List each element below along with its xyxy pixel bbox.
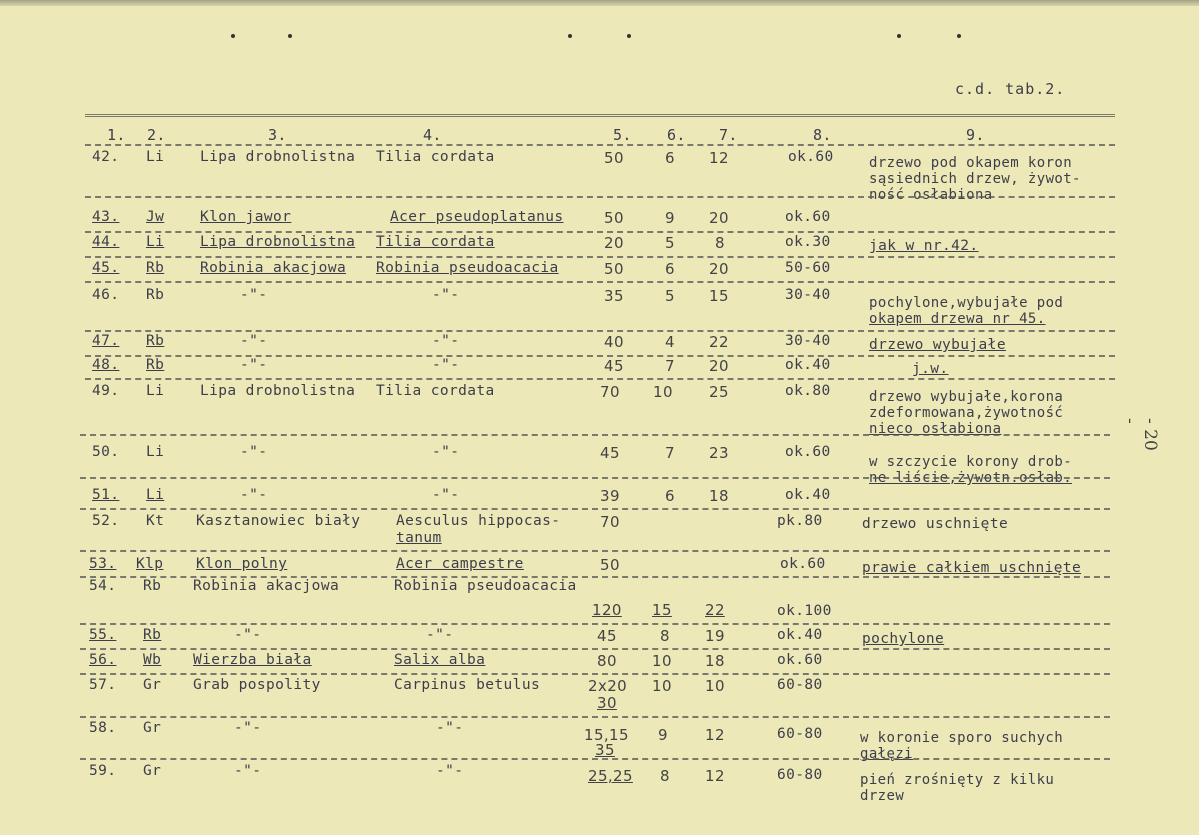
column-header: 2. <box>147 126 166 144</box>
col8-value: 60-80 <box>777 677 823 693</box>
notes: jak w nr.42. <box>869 238 979 254</box>
col6-value: 6 <box>665 487 675 505</box>
latin-name: Robinia pseudoacacia <box>394 578 577 594</box>
polish-name: Lipa drobnolistna <box>200 149 356 165</box>
col5-value: 80 <box>597 652 617 670</box>
note-line: w koronie sporo suchych <box>860 730 1064 746</box>
species-code: Gr <box>143 677 162 693</box>
table-row <box>0 720 1199 762</box>
col8-value: 30-40 <box>785 287 831 303</box>
notes <box>860 772 1054 804</box>
notes: pochylone <box>862 631 945 647</box>
punch-dot <box>897 34 901 38</box>
col7-value: 20 <box>709 209 729 227</box>
table-row <box>0 260 1199 282</box>
col5-value: 45 <box>597 627 617 645</box>
latin-name: Tilia cordata <box>376 149 495 165</box>
species-code: Kt <box>146 513 165 529</box>
polish-name: -"- <box>234 627 262 643</box>
table-row <box>0 287 1199 327</box>
column-header: 5. <box>613 126 632 144</box>
note-line: okapem drzewa nr 45. <box>869 311 1046 327</box>
species-code: Li <box>146 234 165 250</box>
col5-value: 70 <box>600 383 620 401</box>
col5-value: 50 <box>604 149 624 167</box>
table-row <box>0 234 1199 256</box>
col7-value: 8 <box>715 234 725 252</box>
row-number: 54. <box>89 578 117 594</box>
col8-value: 60-80 <box>777 767 823 783</box>
row-rule <box>85 330 1115 332</box>
row-rule <box>80 648 1110 650</box>
col8-value: 30-40 <box>785 333 831 349</box>
row-number: 48. <box>92 357 120 373</box>
column-header: 7. <box>719 126 738 144</box>
table-row <box>0 487 1199 509</box>
row-number: 51. <box>92 487 120 503</box>
row-rule <box>85 196 1115 198</box>
polish-name: -"- <box>240 357 268 373</box>
col5-value: 39 <box>600 487 620 505</box>
polish-name: Wierzba biała <box>193 652 312 668</box>
column-header: 1. <box>107 126 126 144</box>
row-number: 49. <box>92 383 120 399</box>
col8-value: ok.60 <box>785 209 831 225</box>
polish-name: Robinia akacjowa <box>193 578 340 594</box>
notes <box>869 295 1063 327</box>
col7-value: 15 <box>709 287 729 305</box>
col6-value: 8 <box>660 767 670 785</box>
note-line: zdeformowana,żywotność <box>869 405 1064 421</box>
row-rule <box>80 477 1110 479</box>
notes: drzewo wybujałe <box>869 337 1006 353</box>
col6-value: 10 <box>652 677 672 695</box>
row-rule <box>80 550 1110 552</box>
punch-dot <box>288 34 292 38</box>
punch-dot <box>231 34 235 38</box>
punch-dot <box>568 34 572 38</box>
col6-value: 10 <box>653 383 673 401</box>
col5-value: 50 <box>604 260 624 278</box>
col5-value: 70 <box>600 513 620 531</box>
col6-value: 8 <box>660 627 670 645</box>
notes: drzewo uschnięte <box>862 516 1009 532</box>
note-line: pochylone,wybujałe pod <box>869 295 1064 311</box>
table-row <box>0 149 1199 203</box>
note-line: ność osłabiona <box>869 187 993 203</box>
table-row <box>0 652 1199 674</box>
row-number: 44. <box>92 234 120 250</box>
polish-name: -"- <box>234 720 262 736</box>
col6-value: 7 <box>665 444 675 462</box>
row-number: 59. <box>89 763 117 779</box>
latin-name: -"- <box>436 763 464 779</box>
row-rule <box>85 256 1115 258</box>
page-number: - 20 - <box>1120 418 1160 451</box>
notes: prawie całkiem uschnięte <box>862 560 1082 576</box>
polish-name: Kasztanowiec biały <box>196 513 361 529</box>
table-row <box>0 209 1199 231</box>
col8-value: ok.60 <box>785 444 831 460</box>
species-code: Gr <box>143 720 162 736</box>
col5-value: 50 <box>600 556 620 574</box>
species-code: Rb <box>146 333 165 349</box>
row-number: 42. <box>92 149 120 165</box>
row-number: 50. <box>92 444 120 460</box>
col5-value: 35 <box>604 287 624 305</box>
col8-value: ok.60 <box>788 149 834 165</box>
latin-name: Aesculus hippocas- <box>396 513 561 529</box>
col7-value: 20 <box>709 357 729 375</box>
table-row <box>0 357 1199 379</box>
note-line: gałęzi <box>860 746 913 762</box>
col8-value: 60-80 <box>777 726 823 742</box>
col8-value: ok.100 <box>777 603 832 619</box>
col5-value: 45 <box>600 444 620 462</box>
table-row <box>0 763 1199 804</box>
col6-value: 10 <box>652 652 672 670</box>
species-code: Li <box>146 149 165 165</box>
species-code: Jw <box>146 209 165 225</box>
col7-value: 12 <box>705 726 725 744</box>
polish-name: -"- <box>240 333 268 349</box>
col5-value: 40 <box>604 333 624 351</box>
latin-name: -"- <box>436 720 464 736</box>
species-code: Gr <box>143 763 162 779</box>
col7-value: 10 <box>705 677 725 695</box>
notes <box>869 389 1063 437</box>
col8-value: ok.60 <box>777 652 823 668</box>
col7-value: 20 <box>709 260 729 278</box>
row-number: 57. <box>89 677 117 693</box>
latin-name: Robinia pseudoacacia <box>376 260 559 276</box>
note-line: drzew <box>860 788 905 804</box>
species-code: Wb <box>143 652 162 668</box>
latin-name: -"- <box>426 627 454 643</box>
table-row <box>0 444 1199 486</box>
col5-value-second: 35 <box>595 741 615 759</box>
species-code: Klp <box>136 556 164 572</box>
species-code: Rb <box>143 627 162 643</box>
latin-name: Acer pseudoplatanus <box>390 209 564 225</box>
row-rule <box>80 673 1110 675</box>
species-code: Rb <box>143 578 162 594</box>
col6-value: 4 <box>665 333 675 351</box>
row-number: 58. <box>89 720 117 736</box>
row-rule <box>80 758 1110 760</box>
row-number: 45. <box>92 260 120 276</box>
col8-value: pk.80 <box>777 513 823 529</box>
col8-value: ok.80 <box>785 383 831 399</box>
table-row <box>0 578 1199 619</box>
polish-name: Klon polny <box>196 556 288 572</box>
latin-name: Salix alba <box>394 652 486 668</box>
column-header: 8. <box>813 126 832 144</box>
col6-value: 6 <box>665 260 675 278</box>
column-header: 6. <box>667 126 686 144</box>
col5-value: 15,15 <box>584 726 629 744</box>
note-line: nieco osłabiona <box>869 421 1002 437</box>
row-rule <box>80 508 1110 510</box>
row-number: 53. <box>89 556 117 572</box>
note-line: drzewo pod okapem koron <box>869 155 1073 171</box>
column-header: 3. <box>268 126 287 144</box>
row-number: 56. <box>89 652 117 668</box>
col8-value: ok.60 <box>780 556 826 572</box>
table-top-rule <box>85 114 1115 117</box>
col8-value: ok.40 <box>785 487 831 503</box>
col6-value: 9 <box>658 726 668 744</box>
col5-value-second: 30 <box>597 694 617 712</box>
col8-value: ok.40 <box>777 627 823 643</box>
note-line: ne liście,żywotn.osłab. <box>869 470 1073 486</box>
latin-name: -"- <box>432 287 460 303</box>
table-row <box>0 677 1199 712</box>
notes <box>869 454 1072 486</box>
col6-value: 5 <box>665 234 675 252</box>
header-rule <box>85 144 1115 146</box>
col7-value: 19 <box>705 627 725 645</box>
polish-name: Grab pospolity <box>193 677 321 693</box>
row-number: 46. <box>92 287 120 303</box>
col7-value: 22 <box>705 601 725 619</box>
note-line: w szczycie korony drob- <box>869 454 1073 470</box>
polish-name: -"- <box>240 444 268 460</box>
col5-value: 25,25 <box>588 767 633 785</box>
col8-value: ok.40 <box>785 357 831 373</box>
species-code: Li <box>146 487 165 503</box>
col7-value: 22 <box>709 333 729 351</box>
col6-value: 9 <box>665 209 675 227</box>
row-number: 47. <box>92 333 120 349</box>
column-header: 4. <box>423 126 442 144</box>
col7-value: 23 <box>709 444 729 462</box>
col7-value: 25 <box>709 383 729 401</box>
col6-value: 6 <box>665 149 675 167</box>
row-number: 52. <box>92 513 120 529</box>
notes: j.w. <box>912 361 949 377</box>
col6-value: 7 <box>665 357 675 375</box>
species-code: Li <box>146 383 165 399</box>
note-line: pień zrośnięty z kilku <box>860 772 1055 788</box>
polish-name: Lipa drobnolistna <box>200 383 356 399</box>
latin-name: -"- <box>432 333 460 349</box>
polish-name: -"- <box>234 763 262 779</box>
row-rule <box>80 434 1110 436</box>
table-row <box>0 513 1199 546</box>
col7-value: 12 <box>709 149 729 167</box>
latin-name: Carpinus betulus <box>394 677 541 693</box>
row-rule <box>85 281 1115 283</box>
latin-name: Tilia cordata <box>376 234 495 250</box>
species-code: Rb <box>146 357 165 373</box>
species-code: Rb <box>146 287 165 303</box>
polish-name: Klon jawor <box>200 209 292 225</box>
table-row <box>0 333 1199 355</box>
row-number: 55. <box>89 627 117 643</box>
note-line: drzewo wybujałe,korona <box>869 389 1064 405</box>
col8-value: ok.30 <box>785 234 831 250</box>
latin-name: Acer campestre <box>396 556 524 572</box>
continuation-note: c.d. tab.2. <box>955 80 1066 98</box>
table-row <box>0 556 1199 578</box>
col8-value: 50-60 <box>785 260 831 276</box>
polish-name: Robinia akacjowa <box>200 260 347 276</box>
latin-name: Tilia cordata <box>376 383 495 399</box>
latin-name: -"- <box>432 357 460 373</box>
row-rule <box>80 716 1110 718</box>
species-code: Li <box>146 444 165 460</box>
scan-top-edge <box>0 0 1199 6</box>
row-rule <box>85 231 1115 233</box>
col5-value: 2x20 <box>588 677 628 695</box>
row-number: 43. <box>92 209 120 225</box>
col5-value: 50 <box>604 209 624 227</box>
col5-value: 120 <box>592 601 622 619</box>
col7-value: 18 <box>705 652 725 670</box>
col7-value: 18 <box>709 487 729 505</box>
row-rule <box>85 378 1115 380</box>
polish-name: -"- <box>240 287 268 303</box>
col5-value: 45 <box>604 357 624 375</box>
latin-name: -"- <box>432 487 460 503</box>
latin-name-continued: tanum <box>396 530 442 546</box>
col6-value: 5 <box>665 287 675 305</box>
note-line: sąsiednich drzew, żywot- <box>869 171 1081 187</box>
column-header: 9. <box>966 126 985 144</box>
species-code: Rb <box>146 260 165 276</box>
row-rule <box>80 623 1110 625</box>
col5-value: 20 <box>604 234 624 252</box>
punch-dot <box>627 34 631 38</box>
punch-dot <box>957 34 961 38</box>
polish-name: Lipa drobnolistna <box>200 234 356 250</box>
col7-value: 12 <box>705 767 725 785</box>
latin-name: -"- <box>432 444 460 460</box>
col6-value: 15 <box>652 601 672 619</box>
polish-name: -"- <box>240 487 268 503</box>
table-row <box>0 627 1199 649</box>
